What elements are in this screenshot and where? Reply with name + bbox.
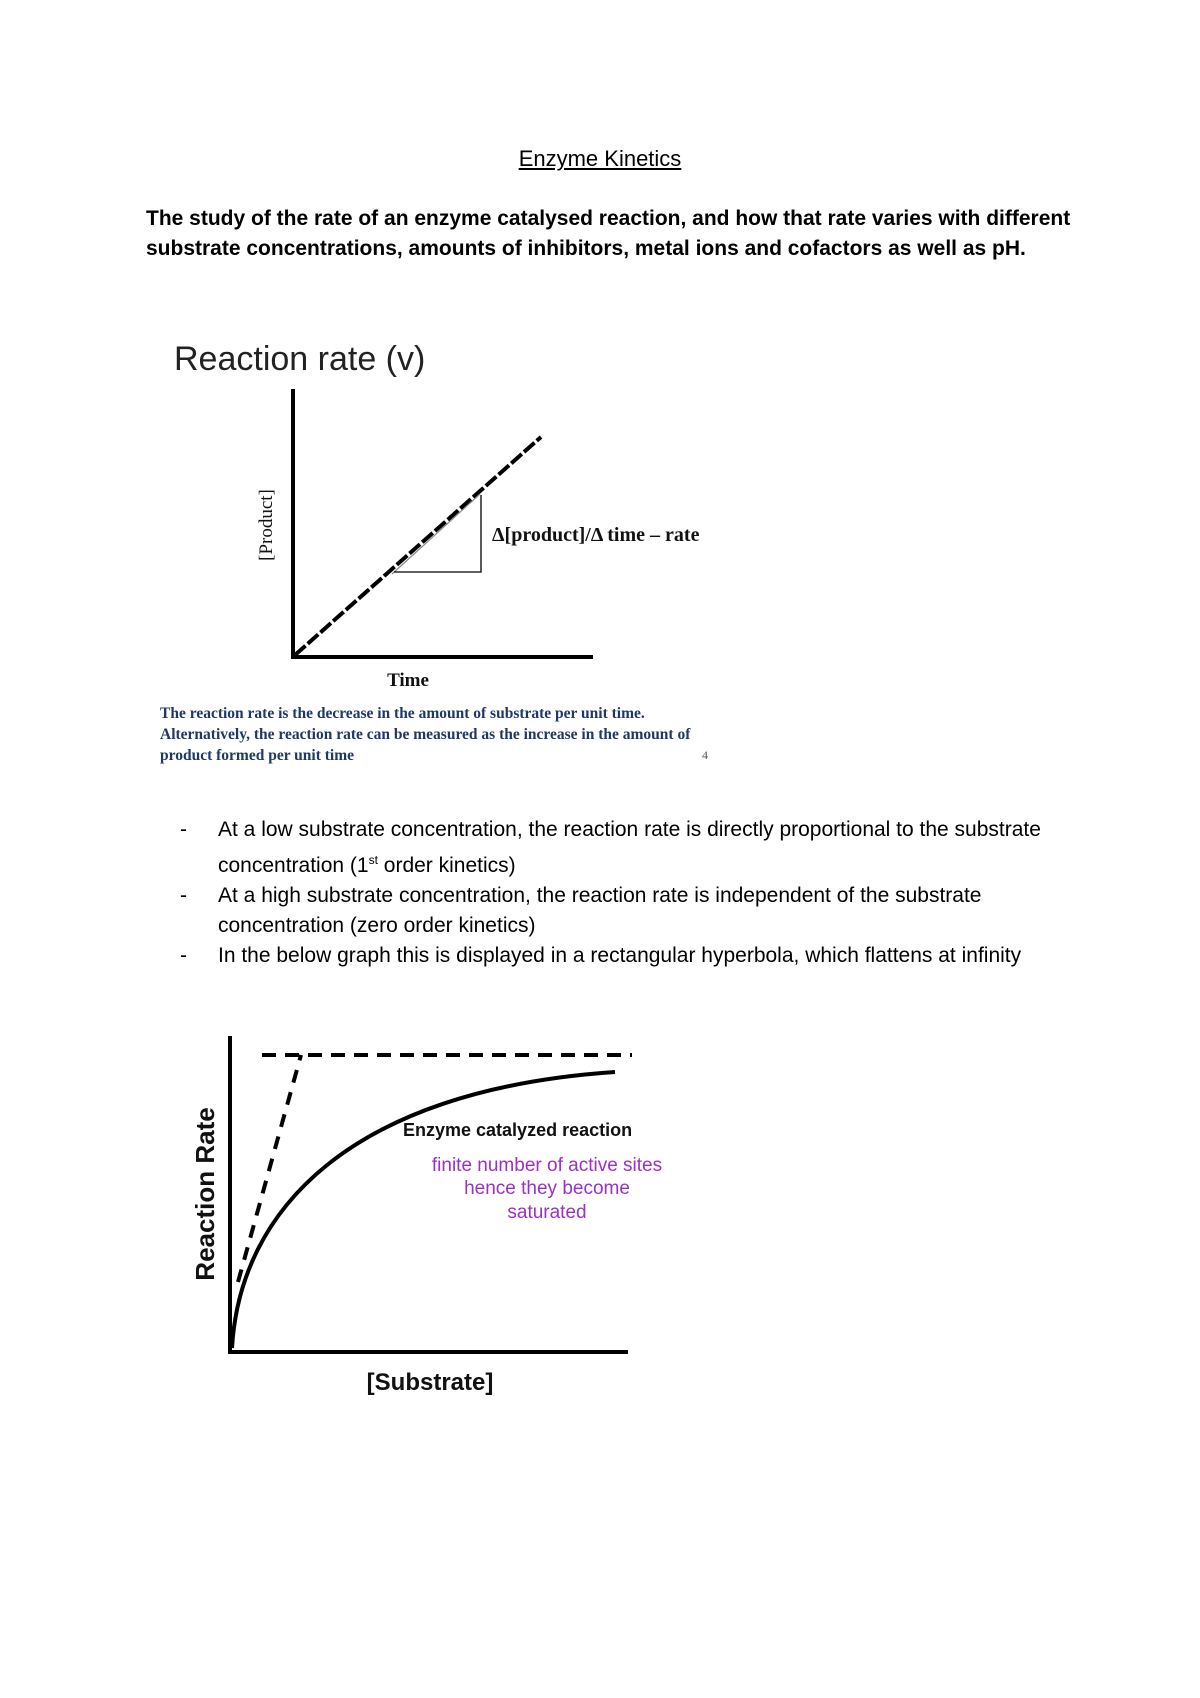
figure1-tangent-line — [392, 494, 480, 574]
figure1-page-number: 4 — [702, 748, 708, 762]
bullet-text: At a high substrate concentration, the reaction rate is independent of the substrate concentration (zero order kinetics) — [218, 884, 982, 937]
bullet-text: At a low substrate concentration, the reaction rate is directly proportional to the substrate concentration (1 — [218, 818, 1041, 877]
figure1-product-line — [295, 437, 541, 655]
figure2-curve-label: Enzyme catalyzed reaction — [403, 1120, 633, 1140]
figure2-y-label: Reaction Rate — [190, 1107, 220, 1281]
figure1-rate-annotation: Δ[product]/Δ time – rate — [492, 524, 700, 546]
figure1-product-time-graph — [240, 385, 760, 695]
bullet-marker: - — [180, 818, 187, 841]
figure2-note-line: finite number of active sites — [431, 1155, 663, 1176]
figure2-note-line: saturated — [507, 1202, 587, 1223]
list-item — [176, 815, 1076, 881]
bullet-text-end: order kinetics) — [377, 854, 516, 877]
figure1-caption: The reaction rate is the decrease in the amount of substrate per unit time. Alternatively, the reaction rate can be measured as the increase in the amount of product formed per unit time — [160, 705, 691, 764]
bullet-text: In the below graph this is displayed in a rectangular hyperbola, which flattens at infinity — [218, 944, 1022, 967]
list-item — [176, 941, 1076, 971]
figure2-x-label: [Substrate] — [366, 1369, 494, 1396]
figure1-x-label: Time — [387, 670, 429, 691]
bullet-superscript: st — [368, 853, 378, 867]
bullet-list — [176, 815, 1076, 971]
bullet-marker: - — [180, 884, 187, 907]
figure2-initial-slope-line — [238, 1055, 301, 1282]
page-title: Enzyme Kinetics — [518, 146, 682, 171]
bullet-marker: - — [180, 944, 187, 967]
figure1-y-label: [Product] — [256, 489, 277, 561]
list-item — [176, 881, 1076, 941]
figure2-note-line: hence they become — [464, 1178, 630, 1199]
intro-paragraph: The study of the rate of an enzyme catalysed reaction, and how that rate varies with different substrate concentrations, amounts of inhibitors, metal ions and cofactors as well as pH. — [146, 207, 1071, 260]
figure1-title: Reaction rate (v) — [174, 340, 426, 378]
figure2-saturation-graph — [180, 1030, 680, 1410]
